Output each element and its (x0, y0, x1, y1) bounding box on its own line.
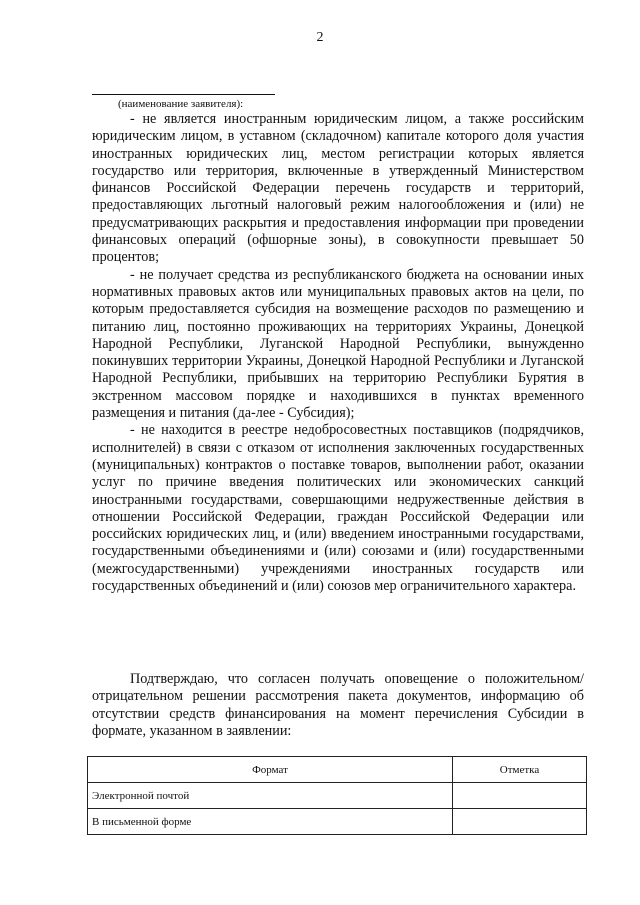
statement-foreign-entity: - не является иностранным юридическим лицом, а также российским юридическим лицом, в уставном (складочном) капитале которого доля участия иностранных юридических лиц, местом регистрации которых является государство или территория, включенные в утвержденный Министерством финансов Российской Федерации перечень государств и территорий, предоставляющих льготный налоговый режим налогообложения и (или) не предусматривающих раскрытия и предоставления информации при проведении финансовых операций (офшорные зоны), в совокупности превышает 50 процентов; (92, 111, 584, 266)
header-format: Формат (88, 757, 453, 783)
header-mark: Отметка (453, 757, 587, 783)
statement-no-budget-funds: - не получает средства из республиканского бюджета на основании иных нормативных правовых актов или муниципальных правовых актов на цели, по которым предоставляется субсидия на возмещение расходов по размещению и питанию лиц, постоянно проживающих на территориях Украины, Донецкой Народной Республики, Луганской Народной Республики, вынужденно покинувших территории Украины, Донецкой Народной Республики и Луганской Народной Республики, прибывших на территорию Республики Бурятия в экстренном массовом порядке и находившихся в пунктах временного размещения и питания (да-лее - Субсидия); (92, 266, 584, 422)
table-row (88, 783, 587, 809)
statement-list (92, 111, 584, 595)
signature-line (92, 94, 275, 95)
page-number: 2 (316, 30, 324, 45)
mark-email-cell[interactable] (453, 783, 587, 809)
table-row (88, 809, 587, 835)
mark-written-cell[interactable] (453, 809, 587, 835)
table-header-row (88, 757, 587, 783)
notification-format-table (87, 756, 587, 835)
format-email: Электронной почтой (88, 783, 453, 809)
confirmation-block (92, 671, 584, 740)
applicant-caption: (наименование заявителя): (118, 98, 244, 110)
statement-not-in-registry: - не находится в реестре недобросовестных поставщиков (подрядчиков, исполнителей) в связи с отказом от исполнения заключенных государственных (муниципальных) контрактов о поставке товаров, выполнении работ, оказании услуг по причине введения политических или экономических санкций иностранными государствами, совершающими недружественные действия в отношении Российской Федерации, граждан Российской Федерации или российских юридических лиц, и (или) введением иностранными государствами, государственными объединениями и (или) союзами и (или) государственными (межгосударственными) учреждениями иностранных государств или государственных объединений и (или) союзов мер ограничительного характера. (92, 422, 584, 595)
confirmation-text: Подтверждаю, что согласен получать оповещение о положительном/отрицательном решении рассмотрения пакета документов, информацию об отсутствии средств финансирования на момент перечисления Субсидии в формате, указанном в заявлении: (92, 671, 584, 739)
format-written: В письменной форме (88, 809, 453, 835)
